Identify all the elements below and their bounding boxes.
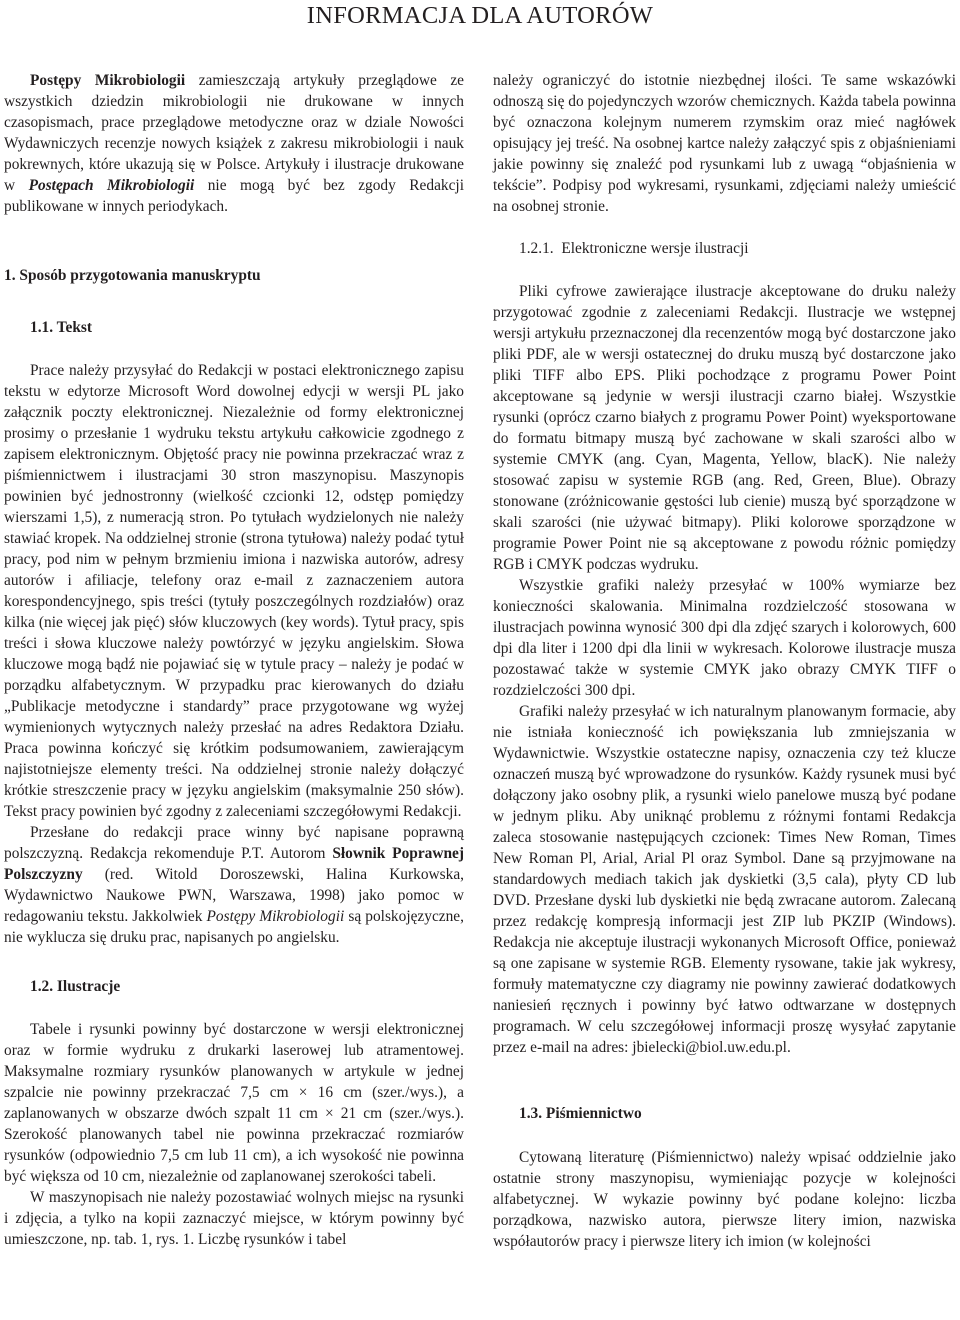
text-run: (red. Witold Doroszewski, Halina Kurkowska, Wydawnictwo Naukowe PWN, Warszawa, 1998) jako pomoc w redagowaniu tekstu. Jakkolwiek [4,866,464,925]
text-run: Cytowaną literaturę (Piśmiennictwo) należy wpisać oddzielnie jako ostatnie strony maszynopisu, wymieniając pozycje w kolejności alfabetycznej. W wykazie powinny być podane kolejno: liczba porządkowa, nazwisko autora, pierwsze litery imion, nazwiska współautorów pracy i pierwsze litery ich imion (w kolejności [493,1149,956,1250]
text-run: należy ograniczyć do istotnie niezbędnej ilości. Te same wskazówki odnoszą się do pojedynczych wzorów chemicznych. Każda tabela powinna być oznaczona kolejnym numerem rzymskim oraz mieć nagłówek opisujący jej treść. Na osobnej kartce należy załączyć spis z objaśnieniami jakie powinny się znaleźć pod rysunkami lub z uwagą “objaśnienia w tekście”. Podpisy pod wykresami, rysunkami, zdjęciami należy umieścić na osobnej stronie. [493,72,956,215]
paragraph [493,1147,956,1252]
page-title: INFORMACJA DLA AUTORÓW [306,2,654,29]
section-heading-1-2: 1.2. Ilustracje [30,978,121,995]
paragraph [4,1187,464,1250]
text-run: Grafiki należy przesyłać w ich naturalnym planowanym formacie, aby nie istniała konieczność ich powiększania lub zmniejszania w Wydawnictwie. Wszystkie ostateczne napisy, oznaczenia czy też klucze oznaczeń muszą być wprowadzone do rysunków. Każdy rysunek musi być dołączony jako osobny plik, a rysunki wielo panelowe muszą być podane w jednym pliku. Aby uniknąć problemu z różnymi fontami Redakcja zaleca stosowanie następujących czcionek: Times New Roman, Times New Roman Pl, Arial, Arial Pl oraz Symbol. Dane są przyjmowane na standardowych mediach takich jak dyskietki (3,5 cala), płyty CD lub DVD. Przesłane dyski lub dyskietki nie będą zwracane autorom. Zalecaną przez redakcję kompresją informacji jest ZIP lub PKZIP (Windows). Redakcja nie akceptuje ilustracji wykonanych Microsoft Office, ponieważ są one zapisane w systemie RGB. Elementy rysowane, takie jak wykresy, formuły matematyczne czy diagramy nie powinny zawierać dodatkowych naniesień ręcznych i powinny być łatwo odtwarzane w dostępnych programach. W celu szczegółowej informacji proszę wysyłać zapytanie przez e-mail na adres: jbielecki@biol.uw.edu.pl. [493,703,956,1056]
emphasis-text: Słownik Poprawnej Polszczyzny [4,845,464,883]
section-heading-1-3: 1.3. Piśmiennictwo [519,1105,642,1122]
text-run: Wszystkie grafiki należy przesyłać w 100% wymiarze bez konieczności skalowania. Minimalna rozdzielczość stosowana w ilustracjach powinna wynosić 300 dpi dla zdjęć szarych i kolorowych, 600 dpi dla liter i 1200 dpi dla linii w wykresach. Kolorowe ilustracje musza pozostawać także w systemie CMYK jako obrazy CMYK TIFF o rozdzielczości 300 dpi. [493,577,956,699]
paragraph [493,701,956,1058]
text-run: Prace należy przysyłać do Redakcji w postaci elektronicznego zapisu tekstu w edytorze Microsoft Word dowolnej edycji w wersji PL jako załącznik poczty elektronicznej. Niezależnie od formy elektronicznej prosimy o przesłanie 1 wydruku tekstu artykułu całkowicie zgodnego z zapisem elektronicznym. Objętość pracy nie powinna przekraczać wraz z piśmiennictwem i ilustracjami 30 stron maszynopisu. Maszynopis powinien być jednostronny (wielkość czcionki 12, odstęp pomiędzy wierszami 1,5), z numeracją stron. Po tytułach wydzielonych nie należy stawiać kropek. Na oddzielnej stronie (strona tytułowa) należy podać tytuł pracy, pod nim w pełnym brzmieniu imiona i nazwiska autorów, adresy autorów i afiliacje, telefony oraz e-mail z zaznaczeniem autora korespondencyjnego, spis treści (tytuły poszczególnych rozdziałów) oraz kilka (nie więcej jak pięć) słów kluczowych (key words). Tytuł pracy, spis treści i słowa kluczowe należy powtórzyć w języku angielskim. Słowa kluczowe mogą bądź nie pojawiać się w tytule pracy – należy je podać w porządku alfabetycznym. W przypadku prac kierowanych do działu „Publikacje metodyczne i standardy” prace przygotowane wg wyżej wymienionych wytycznych należy przesłać na adres Redaktora Działu. Praca powinna kończyć się krótkim podsumowaniem, zawierającym najistotniejsze elementy treści. Na oddzielnej stronie należy dołączyć krótkie streszczenie pracy w języku angielskim (maksymalnie 250 słów). Tekst pracy powinien być zgodny z zaleceniami szczegółowymi Redakcji. [4,362,464,820]
section-number: 1.2.1. [519,240,554,257]
left-column [4,70,464,1250]
text-run: Pliki cyfrowe zawierające ilustracje akceptowane do druku należy przygotować zgodnie z zaleceniami Redakcji. Ilustracje we wstępnej wersji artykułu przeznaczonej dla recenzentów mogą być dostarczone jako pliki PDF, ale w wersji ostatecznej do druku muszą być dostarczone jako pliki TIFF albo EPS. Pliki pochodzące z programu Power Point akceptowane są jedynie w wersji ilustracji czarno białej. Wszystkie rysunki (oprócz czarno białych z programu Power Point) wyeksportowane do formatu bitmapy muszą być zachowane w skali szarości albo w systemie CMYK (ang. Cyan, Magenta, Yellow, blacK). Nie należy stosować zapisu w systemie RGB (ang. Red, Green, Blue). Obrazy stonowane (zróżnicowanie gęstości lub cienie) muszą być sporządzone w skali szarości (nie używać bitmapy). Pliki kolorowe sporządzone w programie Power Point nie są akceptowane z powodu różnic pomiędzy RGB i CMYK podczas wydruku. [493,283,956,573]
continuation-paragraph [493,70,956,217]
text-run: Tabele i rysunki powinny być dostarczone w wersji elektronicznej oraz w formie wydruku z drukarki laserowej lub atramentowej. Maksymalne rozmiary rysunków planowanych w artykule w jednej szpalcie nie powinny przekraczać 7,5 cm × 16 cm (szer./wys.), a zaplanowanych w obszarze dwóch szpalt 11 cm × 21 cm (szer./wys.). Szerokość planowanych tabel nie powinna przekraczać rozmiarów rysunków (odpowiednio 7,5 cm lub 11 cm), a ich wysokość nie powinna być większa od 10 cm, niezależnie od zaplanowanej szerokości tabeli. [4,1021,464,1185]
section-title: Elektroniczne wersje ilustracji [561,240,749,257]
section-heading-1: 1. Sposób przygotowania manuskryptu [4,267,261,284]
section-heading-1-1: 1.1. Tekst [30,319,93,336]
paragraph [4,360,464,822]
emphasis-text: Postępy Mikrobiologii [206,908,345,925]
paragraph [4,1019,464,1187]
text-run: W maszynopisach nie należy pozostawiać wolnych miejsc na rysunki i zdjęcia, a tylko na kopii zaznaczyć miejsce, w którym powinny być umieszczone, np. tab. 1, rys. 1. Liczbę rysunków i tabel [4,1189,464,1248]
emphasis-text: Postępach Mikrobiologii [28,177,195,194]
intro-paragraph [4,70,464,217]
paragraph [493,281,956,575]
paragraph [493,575,956,701]
text-run: nie mogą być bez zgody Redakcji publikowane w innych periodykach. [4,177,464,215]
right-column [493,70,956,1252]
emphasis-text: Postępy Mikrobiologii [30,72,186,89]
paragraph [4,822,464,948]
text-run: Przesłane do redakcji prace winny być napisane poprawną polszczyzną. Redakcja rekomenduje P.T. Autorom [4,824,464,862]
text-run: są polskojęzyczne, nie wyklucza się druku prac, napisanych po angielsku. [4,908,464,946]
section-heading-1-2-1 [493,238,956,259]
text-run: zamieszczają artykuły przeglądowe ze wszystkich dziedzin mikrobiologii nie drukowane w innych czasopismach, prace przeglądowe metodyczne oraz w dziale Nowości Wydawniczych recenzje nowych książek z zakresu mikrobiologii i nauk pokrewnych, które ukazują się w Polsce. Artykuły i ilustracje drukowane w [4,72,464,194]
